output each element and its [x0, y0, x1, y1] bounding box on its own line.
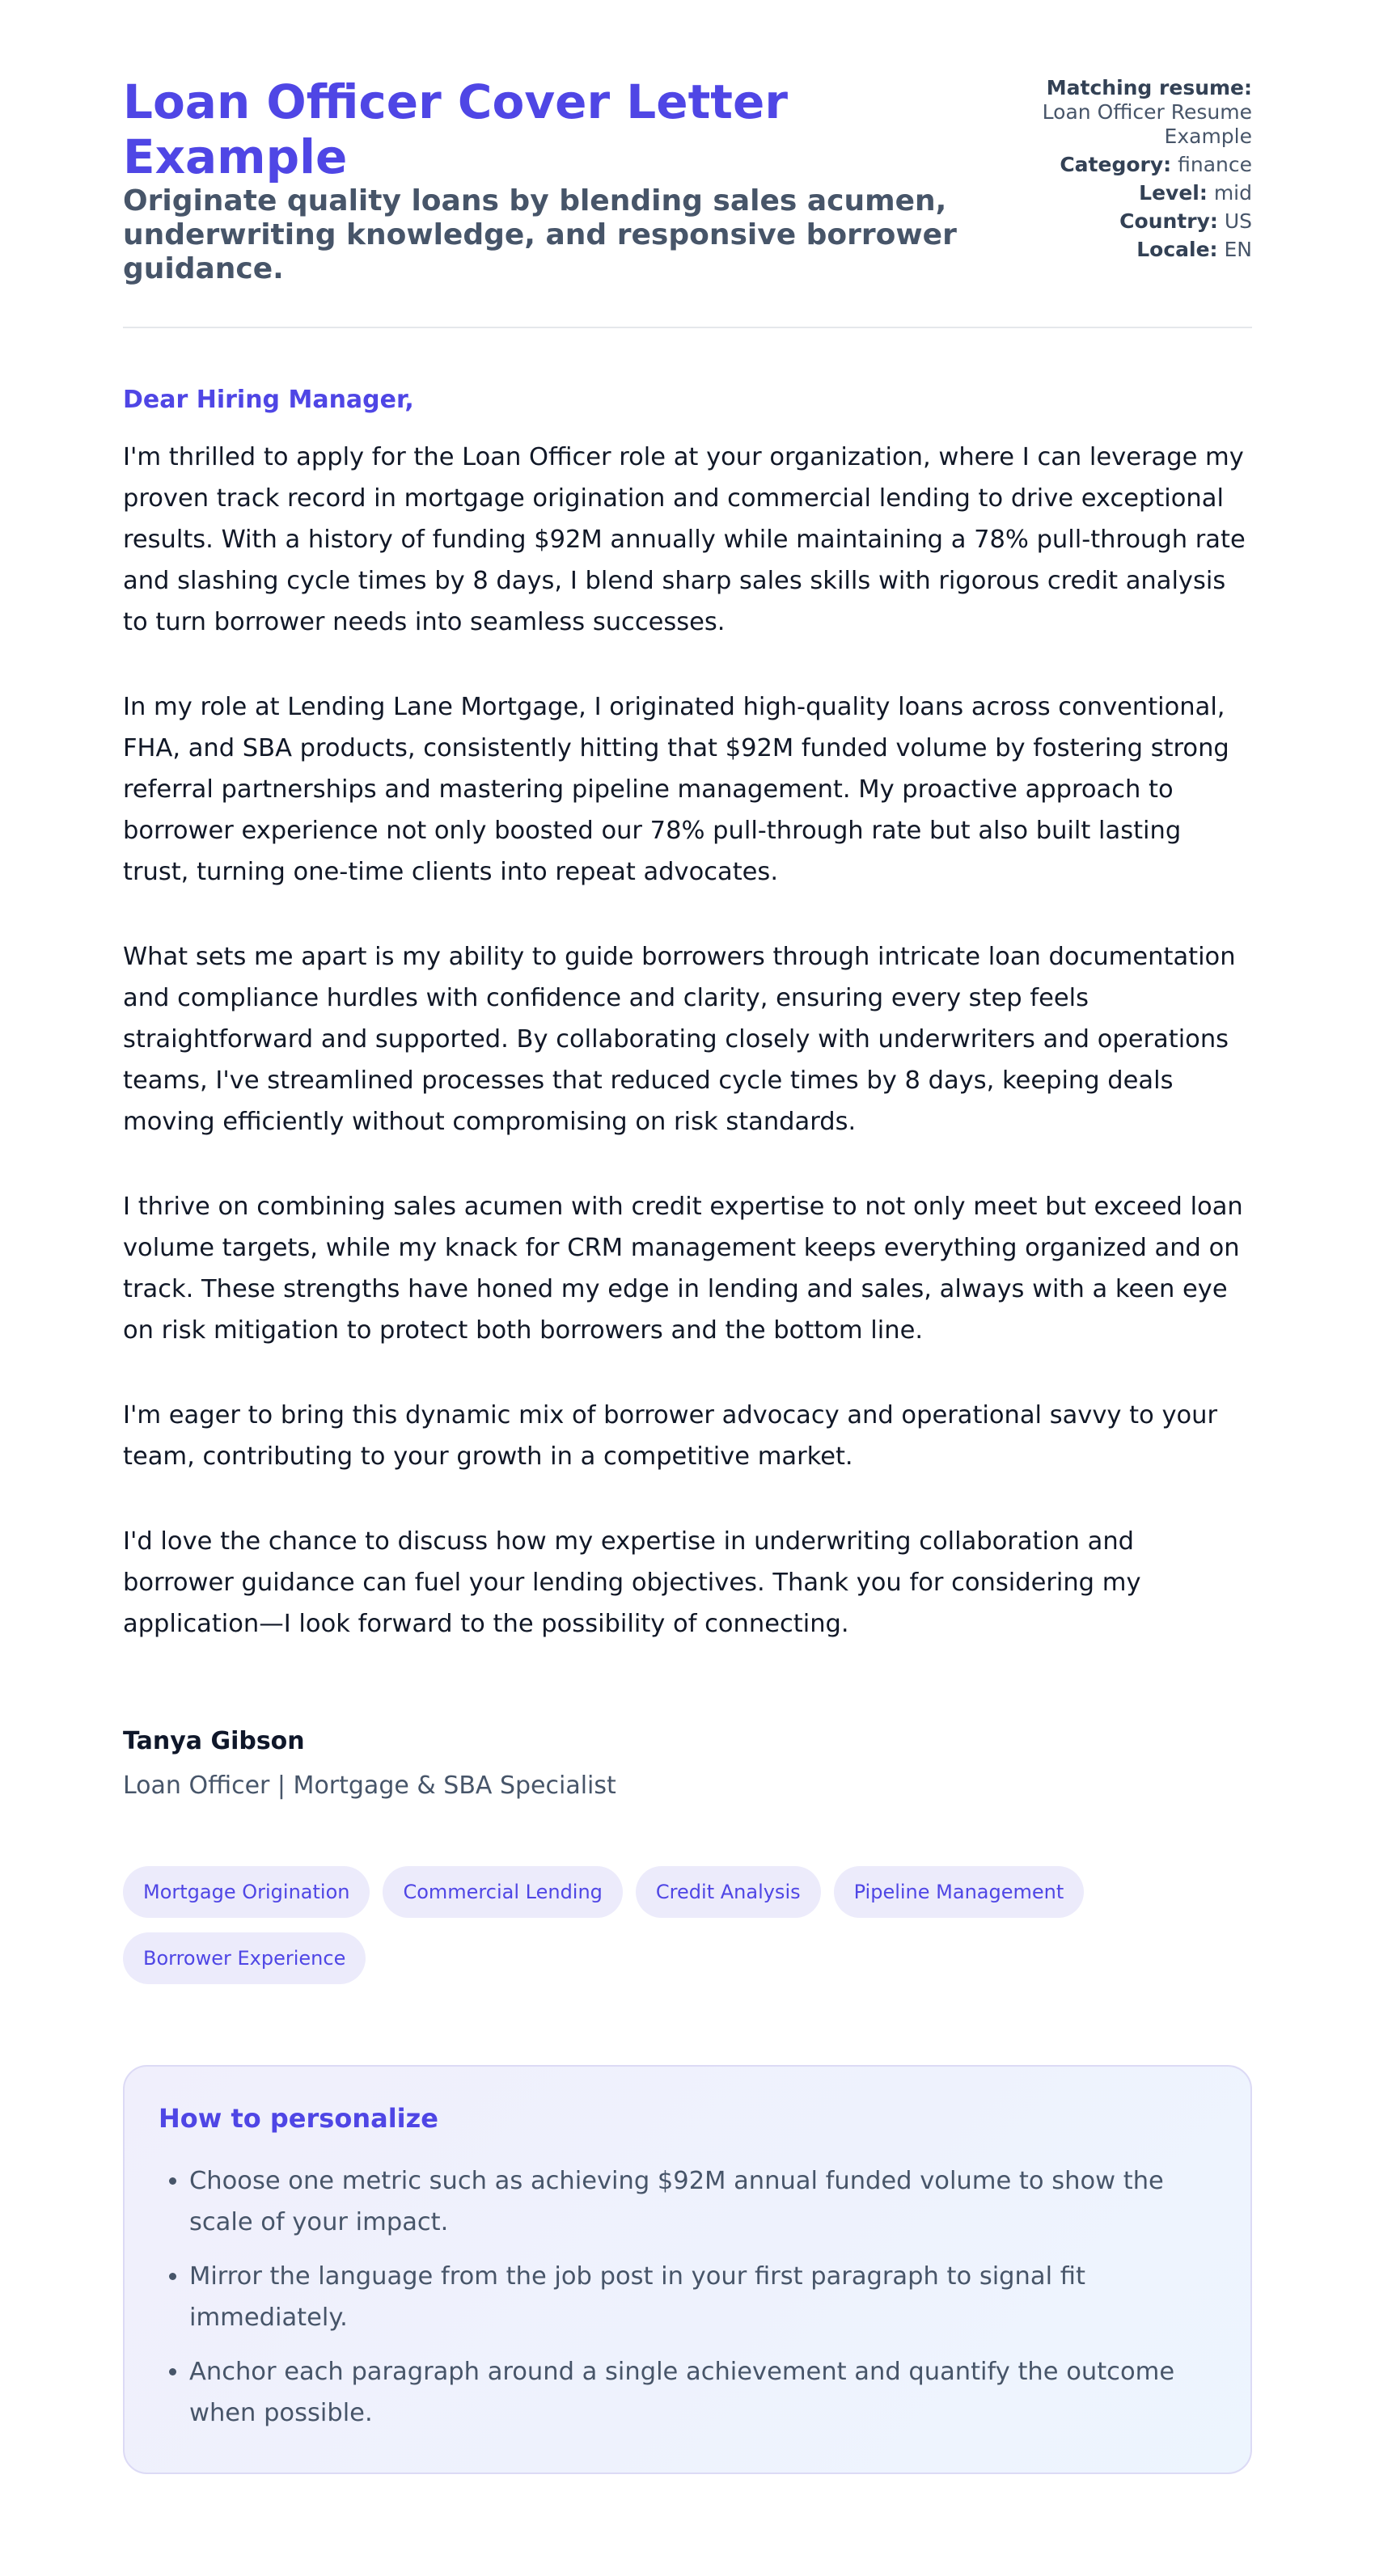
letter-paragraph: I'm thrilled to apply for the Loan Officer role at your organization, where I can leverage my proven track record in mortgage origination and commercial lending to drive exceptional results. With a history of funding $92M annually while maintaining a 78% pull-through rate and slashing cycle times by 8 days, I blend sharp sales skills with rigorous credit analysis to turn borrower needs into seamless successes. [123, 443, 1246, 636]
personalize-tips-card [123, 2065, 1252, 2474]
skill-tags [123, 1866, 1126, 1984]
signature-block [123, 1725, 1252, 1801]
letter-paragraph: I'm eager to bring this dynamic mix of borrower advocacy and operational savvy to your team, contributing to your growth in a competitive market. [123, 1401, 1218, 1471]
meta-country-value: US [1224, 209, 1252, 233]
meta-country [993, 209, 1252, 234]
meta-category [993, 153, 1252, 177]
meta-matching-resume-label: Matching resume: [1046, 76, 1252, 99]
meta-level [993, 181, 1252, 205]
letter-paragraph: In my role at Lending Lane Mortgage, I originated high-quality loans across conventional, FHA, and SBA products, consistently hitting that $92M funded volume by fostering strong referral partnerships and mastering pipeline management. My proactive approach to borrower experience not only boosted our 78% pull-through rate but also built lasting trust, turning one-time clients into repeat advocates. [123, 693, 1229, 886]
meta-level-label: Level: [1139, 181, 1208, 205]
letter-greeting: Dear Hiring Manager, [123, 386, 414, 414]
meta-panel [993, 74, 1252, 266]
meta-category-value: finance [1178, 153, 1252, 176]
header-titles [123, 74, 980, 286]
signature-name: Tanya Gibson [123, 1727, 305, 1755]
meta-matching-resume [993, 76, 1252, 149]
cover-letter-page [123, 0, 1252, 2547]
letter-paragraph: What sets me apart is my ability to guide borrowers through intricate loan documentation and compliance hurdles with confidence and clarity, ensuring every step feels straightforward and supported. By collaborating closely with underwriters and operations teams, I've streamlined processes that reduced cycle times by 8 days, keeping deals moving efficiently without compromising on risk standards. [123, 943, 1236, 1136]
signature-title: Loan Officer | Mortgage & SBA Specialist [123, 1772, 616, 1800]
letter-paragraph: I'd love the chance to discuss how my expertise in underwriting collaboration and borrower guidance can fuel your lending objectives. Thank you for considering my application—I look forward to the possibility of connecting. [123, 1527, 1141, 1638]
meta-locale-value: EN [1224, 238, 1252, 261]
meta-category-label: Category: [1060, 153, 1172, 176]
page-subtitle: Originate quality loans by blending sales acumen, underwriting knowledge, and responsive borrower guidance. [123, 184, 957, 285]
tips-title: How to personalize [159, 2103, 438, 2134]
meta-locale-label: Locale: [1136, 238, 1218, 261]
skill-tag: Mortgage Origination [123, 1866, 370, 1918]
tips-list [159, 2160, 1216, 2434]
meta-country-label: Country: [1119, 209, 1218, 233]
skill-tag: Borrower Experience [123, 1932, 366, 1984]
skill-tag: Pipeline Management [834, 1866, 1085, 1918]
page-title: Loan Officer Cover Letter Example [123, 74, 788, 184]
meta-matching-resume-value: Loan Officer Resume Example [1042, 100, 1252, 148]
meta-level-value: mid [1213, 181, 1252, 205]
tip-item: • Anchor each paragraph around a single achievement and quantify the outcome when possible. [189, 2351, 1216, 2434]
skill-tag: Commercial Lending [383, 1866, 622, 1918]
tip-item: • Choose one metric such as achieving $92M annual funded volume to show the scale of your impact. [189, 2160, 1216, 2243]
meta-locale [993, 238, 1252, 262]
letter-paragraph: I thrive on combining sales acumen with credit expertise to not only meet but exceed loan volume targets, while my knack for CRM management keeps everything organized and on track. These strengths have honed my edge in lending and sales, always with a keen eye on risk mitigation to protect both borrowers and the bottom line. [123, 1193, 1243, 1345]
skill-tag: Credit Analysis [636, 1866, 821, 1918]
tip-item: • Mirror the language from the job post in your first paragraph to signal fit immediately. [189, 2256, 1216, 2338]
letter-body [123, 385, 1252, 1645]
page-header [123, 74, 1252, 328]
